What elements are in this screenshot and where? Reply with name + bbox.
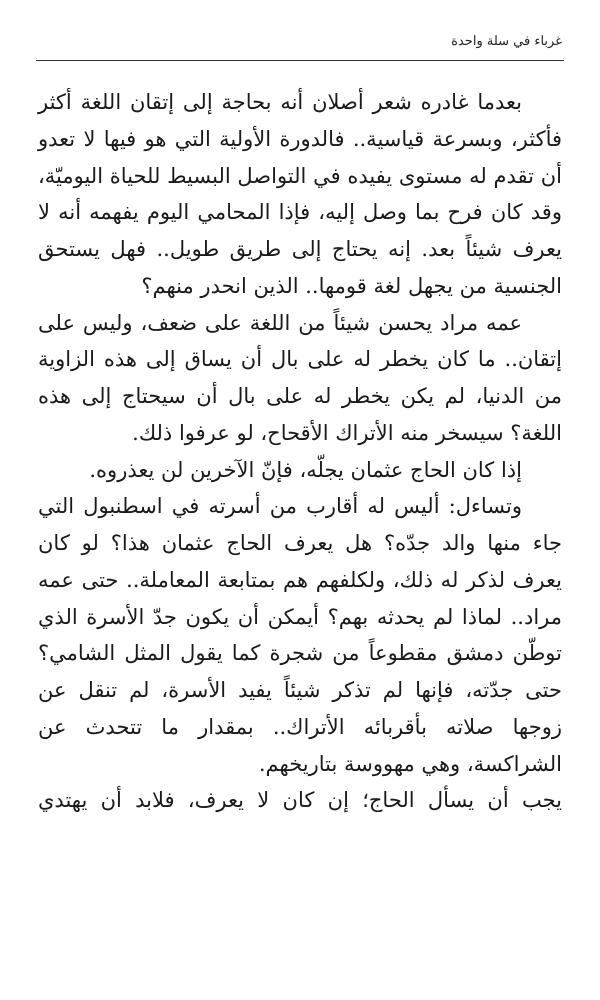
paragraph-4: وتساءل: أليس له أقارب من أسرته في اسطنبول التي جاء منها والد جدّه؟ هل يعرف الحاج عثمان هذا؟ لو كان يعرف لذكر له ذلك، ولكلفهم هم بمتابعة المعاملة.. حتى عمه مراد.. لماذا لم يحدثه بهم؟ أيمكن أن يكون جدّ الأسرة الذي توطّن دمشق مقطوعاً من شجرة كما يقول المثل الشامي؟ حتى جدّته، فإنها لم تذكر شيئاً يفيد الأسرة، لم تنقل عن زوجها صلاته بأقربائه الأتراك.. بمقدار ما تتحدث عن الشراكسة، وهي مهووسة بتاريخهم. xyxy=(38,494,562,776)
paragraph-1: بعدما غادره شعر أصلان أنه بحاجة إلى إتقان اللغة أكثر فأكثر، وبسرعة قياسية.. فالدورة الأولية التي هو فيها لا تعدو أن تقدم له مستوى يفيده في التواصل البسيط للحياة اليوميّة، وقد كان فرح بما وصل إليه، فإذا المحامي اليوم يفهمه أنه لا يعرف شيئاً بعد. إنه يحتاج إلى طريق طويل.. فهل يستحق الجنسية من يجهل لغة قومها.. الذين انحدر منهم؟ xyxy=(38,90,562,298)
paragraph-3: إذا كان الحاج عثمان يجلّه، فإنّ الآخرين لن يعذروه. xyxy=(89,457,522,482)
paragraph-5: يجب أن يسأل الحاج؛ إن كان لا يعرف، فلابد أن يهتدي xyxy=(38,788,562,813)
paragraph-2: عمه مراد يحسن شيئاً من اللغة على ضعف، وليس على إتقان.. ما كان يخطر له على بال أن يساق إلى هذه الزاوية من الدنيا، لم يكن يخطر له على بال أن سيحتاج إلى هذه اللغة؟ سيسخر منه الأتراك الأقحاح، لو عرفوا ذلك. xyxy=(38,310,562,445)
running-header: غرباء في سلة واحدة xyxy=(451,34,562,49)
header-rule xyxy=(36,60,564,61)
body-text xyxy=(38,84,562,819)
